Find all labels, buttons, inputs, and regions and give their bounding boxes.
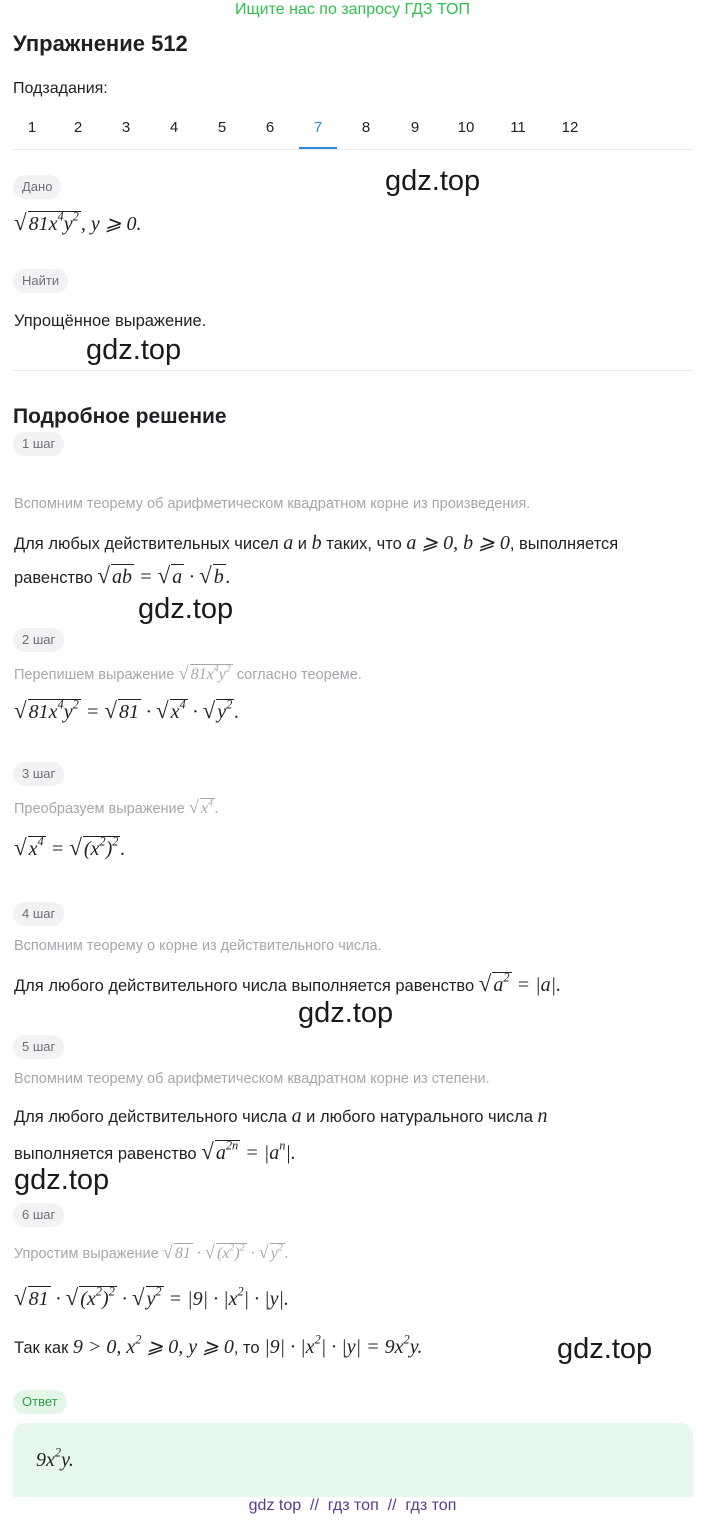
var-n: n: [537, 1105, 548, 1127]
footer-links[interactable]: gdz top // гдз топ // гдз топ: [248, 1497, 457, 1514]
step-6-text: , то: [233, 1339, 265, 1357]
step-5-text: и любого натурального числа: [301, 1108, 538, 1126]
step-2-label: 2 шаг: [13, 628, 64, 652]
tab-11[interactable]: 11: [510, 119, 526, 136]
answer-expression: $9x^2y$.: [36, 1445, 74, 1471]
tab-8[interactable]: 8: [361, 119, 371, 136]
step-5-line-2: [14, 1140, 296, 1165]
var-a: a: [291, 1105, 302, 1127]
step-5-text: выполняется равенство: [14, 1145, 202, 1163]
tab-4[interactable]: 4: [169, 119, 179, 136]
solution-heading: Подробное решение: [13, 405, 227, 428]
step-3-label: 3 шаг: [13, 762, 64, 786]
step-5-text: Для любого действительного числа: [14, 1108, 292, 1126]
tab-6[interactable]: 6: [265, 119, 275, 136]
step-5-hint: Вспомним теорему об арифметическом квадратном корне из степени.: [14, 1071, 490, 1087]
answer-label: Ответ: [13, 1390, 67, 1414]
tab-7[interactable]: 7: [313, 119, 323, 136]
given-label: Дано: [13, 175, 61, 199]
promo-banner[interactable]: Ищите нас по запросу ГДЗ ТОП: [235, 1, 470, 18]
subtasks-label: Подзадания:: [13, 80, 108, 97]
find-text: Упрощённое выражение.: [14, 312, 207, 330]
active-tab-indicator: [299, 147, 337, 149]
watermark: gdz.top: [385, 165, 481, 197]
step-6-result: $|9| \cdot |x^2| \cdot |y| = 9x^2y$.: [264, 1332, 423, 1358]
tab-2[interactable]: 2: [73, 119, 83, 136]
tab-3[interactable]: 3: [121, 119, 131, 136]
watermark: gdz.top: [557, 1333, 653, 1365]
section-divider: [13, 370, 693, 371]
tab-9[interactable]: 9: [410, 119, 420, 136]
step-2-hint-text: согласно теореме.: [232, 667, 362, 683]
step-1-text: равенство: [14, 569, 98, 587]
watermark: gdz.top: [14, 1164, 110, 1196]
step-2-hint-expr: √ $81x^4y^2$: [178, 663, 231, 683]
var-b: b: [311, 532, 322, 554]
step-4-text-part: Для любого действительного числа выполняется равенство: [14, 977, 479, 995]
subtask-tabs: [13, 111, 693, 150]
step-5-formula: √ $a^{2n}$ = $|a^n|$.: [201, 1138, 296, 1164]
tab-5[interactable]: 5: [217, 119, 227, 136]
step-3-hint-text: Преобразуем выражение: [14, 801, 189, 817]
step-3-formula: √ $x^4$ = √ $(x^2)^2$ .: [14, 834, 126, 860]
page-title: Упражнение 512: [13, 31, 188, 56]
step-3-hint-expr: √ $x^4$ .: [188, 797, 219, 817]
step-5-line-1: [14, 1105, 547, 1128]
step-6-conclusion: [14, 1334, 423, 1359]
step-1-condition: a ⩾ 0, b ⩾ 0: [406, 532, 510, 554]
watermark: gdz.top: [138, 593, 234, 625]
step-1-line-1: [14, 530, 618, 555]
step-6-hint: [14, 1243, 289, 1263]
step-2-formula: √ $81x^4y^2$ = √ 81 · √ $x^4$ · √ $y^2$ .: [14, 697, 240, 723]
step-6-hint-expr: √ 81 · √ $(x^2)^2$ · √ $y^2$ .: [162, 1242, 289, 1262]
watermark: gdz.top: [298, 997, 394, 1029]
step-2-hint: [14, 664, 362, 684]
step-6-text: Так как: [14, 1339, 73, 1357]
step-1-text: Для любых действительных чисел: [14, 535, 284, 553]
step-4-formula: √ $a^2$ = |a|.: [478, 970, 562, 996]
step-1-hint: Вспомним теорему об арифметическом квадратном корне из произведения.: [14, 496, 531, 512]
tab-1[interactable]: 1: [27, 119, 37, 136]
step-5-label: 5 шаг: [13, 1035, 64, 1059]
step-4-text: [14, 972, 561, 997]
step-1-label: 1 шаг: [13, 432, 64, 456]
step-6-condition: 9 > 0, $x^2$ ⩾ 0, y ⩾ 0: [72, 1332, 234, 1358]
step-4-label: 4 шаг: [13, 902, 64, 926]
step-6-label: 6 шаг: [13, 1203, 64, 1227]
step-6-formula: √ 81 · √ $(x^2)^2$ · √ $y^2$ = $|9| \cdot |x^2| \cdot |y|$.: [14, 1284, 290, 1310]
find-label: Найти: [13, 269, 68, 293]
step-1-line-2: [14, 564, 231, 589]
answer-box: [13, 1423, 693, 1497]
var-a: a: [283, 532, 294, 554]
step-2-hint-text: Перепишем выражение: [14, 667, 179, 683]
tab-10[interactable]: 10: [457, 119, 475, 136]
step-4-hint: Вспомним теорему о корне из действительного числа.: [14, 938, 382, 954]
watermark: gdz.top: [86, 334, 182, 366]
step-1-formula: √ ab = √ a · √ b .: [97, 563, 231, 588]
given-expression: √ $81x^4y^2$ , y ⩾ 0.: [14, 209, 142, 235]
step-6-hint-text: Упростим выражение: [14, 1246, 163, 1262]
step-1-text: , выполняется: [509, 535, 619, 553]
step-3-hint: [14, 798, 219, 818]
tab-12[interactable]: 12: [561, 119, 579, 136]
step-1-text: и: [293, 535, 312, 553]
step-1-text: таких, что: [321, 535, 407, 553]
